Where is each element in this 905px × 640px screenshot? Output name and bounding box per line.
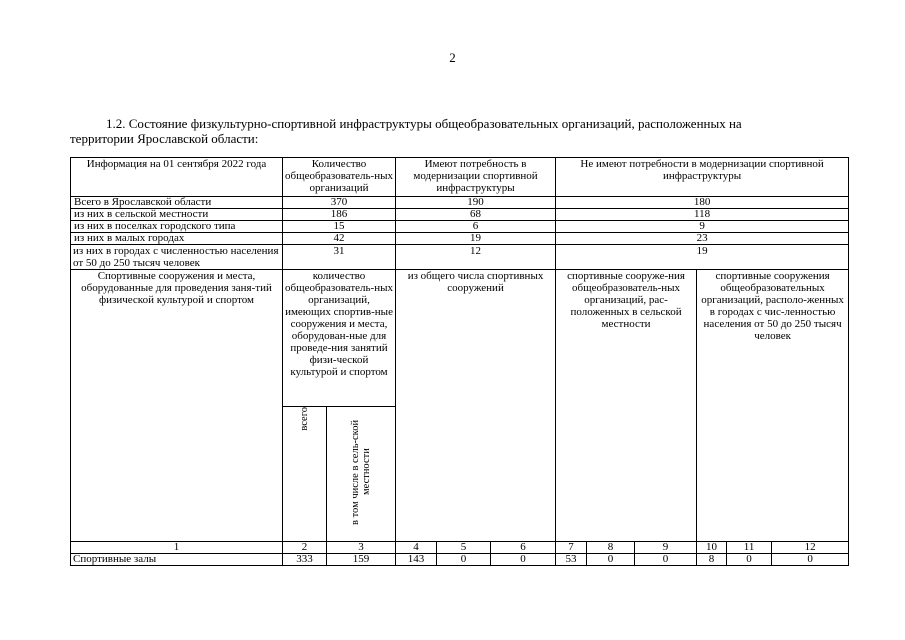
summary-row-label: из них в городах с численностью населения от 50 до 250 тысяч человек [71, 245, 283, 270]
facility-value: 159 [327, 554, 396, 566]
summary-row-no-need: 23 [556, 233, 849, 245]
column-number: 3 [327, 542, 396, 554]
summary-row-count: 42 [283, 233, 396, 245]
summary-row [71, 209, 849, 221]
summary-row-no-need: 118 [556, 209, 849, 221]
summary-row-need: 190 [396, 197, 556, 209]
header-org-with-facilities: количество общеобразователь-ных организаций, имеющих спортив-ные сооружения и места, оборудован-ные для проведе-ния занятий физи-ческой культурой и спортом [283, 270, 396, 407]
column-number: 11 [727, 542, 772, 554]
facility-value: 143 [396, 554, 437, 566]
facility-value: 8 [697, 554, 727, 566]
summary-row-need: 12 [396, 245, 556, 270]
facility-value: 0 [772, 554, 849, 566]
heading-line-1: 1.2. Состояние физкультурно-спортивной инфраструктуры общеобразовательных организаций, расположенных на [106, 116, 742, 131]
summary-row [71, 197, 849, 209]
header-facilities: Спортивные сооружения и места, оборудованные для проведения заня-тий физической культурой и спортом [71, 270, 283, 542]
column-number: 9 [635, 542, 697, 554]
summary-row-no-need: 9 [556, 221, 849, 233]
summary-row-count: 15 [283, 221, 396, 233]
subheader-total: всего [283, 407, 327, 542]
infrastructure-table [70, 157, 849, 566]
facility-value: 53 [556, 554, 587, 566]
summary-row-count: 370 [283, 197, 396, 209]
header-of-total-facilities: из общего числа спортивных сооружений [396, 270, 556, 542]
summary-row-count: 186 [283, 209, 396, 221]
facility-value: 333 [283, 554, 327, 566]
summary-row [71, 221, 849, 233]
summary-row-label: из них в сельской местности [71, 209, 283, 221]
facility-value: 0 [587, 554, 635, 566]
facility-value: 0 [491, 554, 556, 566]
page-number: 2 [449, 50, 456, 65]
column-number: 5 [437, 542, 491, 554]
column-number: 4 [396, 542, 437, 554]
facility-name: Спортивные залы [71, 554, 283, 566]
summary-row-no-need: 19 [556, 245, 849, 270]
summary-row-count: 31 [283, 245, 396, 270]
summary-row-label: из них в малых городах [71, 233, 283, 245]
summary-row [71, 233, 849, 245]
facility-value: 0 [635, 554, 697, 566]
header-rural-facilities: спортивные сооруже-ния общеобразователь-ных организаций, рас-положенных в сельской местности [556, 270, 697, 542]
subheader-rural: в том числе в сель-ской местности [327, 407, 396, 542]
column-number: 12 [772, 542, 849, 554]
summary-row-need: 6 [396, 221, 556, 233]
column-number-row [71, 542, 849, 554]
column-number: 8 [587, 542, 635, 554]
summary-row-need: 19 [396, 233, 556, 245]
table-row [71, 554, 849, 566]
summary-row-need: 68 [396, 209, 556, 221]
section-heading [70, 116, 850, 146]
summary-row [71, 245, 849, 270]
header-need-modernization: Имеют потребность в модернизации спортивной инфраструктуры [396, 158, 556, 197]
heading-line-2: территории Ярославской области: [70, 131, 259, 146]
header-city-facilities: спортивные сооружения общеобразовательных организаций, располо-женных в городах с чис-ленностью населения от 50 до 250 тысяч человек [697, 270, 849, 542]
summary-row-label: из них в поселках городского типа [71, 221, 283, 233]
column-number: 7 [556, 542, 587, 554]
summary-row-label: Всего в Ярославской области [71, 197, 283, 209]
header-org-count: Количество общеобразователь-ных организаций [283, 158, 396, 197]
facility-value: 0 [437, 554, 491, 566]
column-number: 6 [491, 542, 556, 554]
column-number: 1 [71, 542, 283, 554]
facility-value: 0 [727, 554, 772, 566]
header-info-date: Информация на 01 сентября 2022 года [71, 158, 283, 197]
column-number: 2 [283, 542, 327, 554]
header-no-need-modernization: Не имеют потребности в модернизации спортивной инфраструктуры [556, 158, 849, 197]
column-number: 10 [697, 542, 727, 554]
summary-row-no-need: 180 [556, 197, 849, 209]
